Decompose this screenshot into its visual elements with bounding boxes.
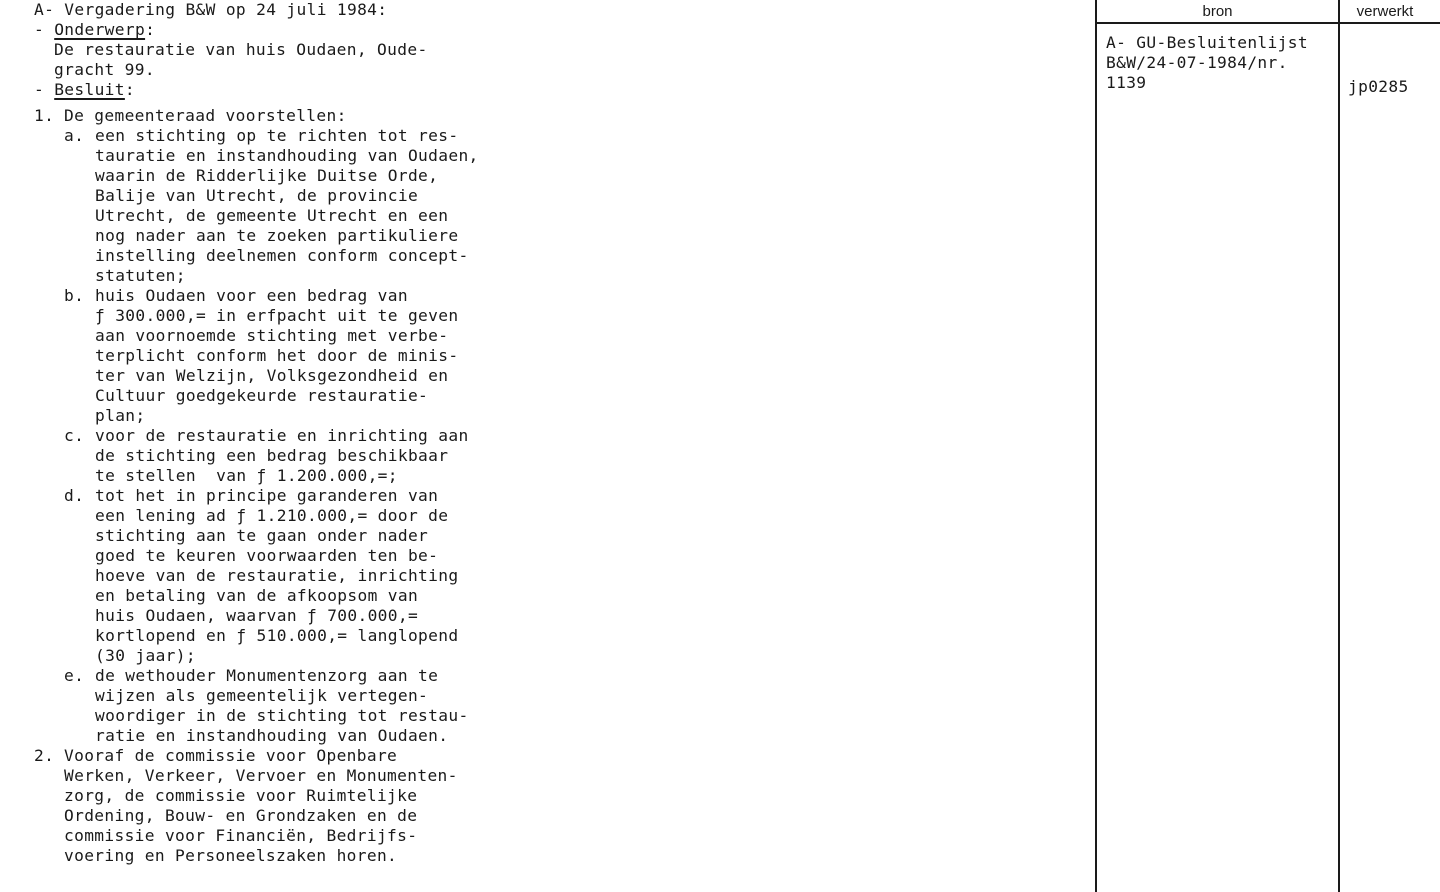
subitem-text-line: ratie en instandhouding van Oudaen.	[95, 726, 449, 745]
item-text-line: Werken, Verkeer, Vervoer en Monumenten-	[64, 766, 458, 785]
meeting-header	[34, 0, 387, 20]
subitem-text-line: Utrecht, de gemeente Utrecht en een	[95, 206, 449, 225]
subitem-text-line: de wethouder Monumentenzorg aan te	[95, 666, 439, 685]
subitem-text-line: ter van Welzijn, Volksgezondheid en	[95, 366, 449, 385]
item-text-line: Vooraf de commissie voor Openbare	[64, 746, 398, 765]
header-prefix: A-	[34, 0, 65, 19]
subitem-text-line: aan voornoemde stichting met verbe-	[95, 326, 449, 345]
subitem-letter: e.	[64, 666, 85, 685]
subitem-text-line: nog nader aan te zoeken partikuliere	[95, 226, 459, 245]
subitem-text-line: voor de restauratie en inrichting aan	[95, 426, 469, 445]
onderwerp-heading	[34, 20, 155, 40]
bron-line: B&W/24-07-1984/nr.	[1106, 53, 1288, 72]
subitem-letter: a.	[64, 126, 85, 145]
bullet: -	[34, 80, 55, 99]
subitem-text-line: de stichting een bedrag beschikbaar	[95, 446, 449, 465]
subitem-text-line: waarin de Ridderlijke Duitse Orde,	[95, 166, 439, 185]
onderwerp-text-line: De restauratie van huis Oudaen, Oude-	[54, 40, 428, 59]
subitem-text-line: hoeve van de restauratie, inrichting	[95, 566, 459, 585]
subitem-text-line: goed te keuren voorwaarden ten be-	[95, 546, 439, 565]
subitem-text-line: terplicht conform het door de minis-	[95, 346, 459, 365]
subitem-text-line: woordiger in de stichting tot restau-	[95, 706, 469, 725]
onderwerp-colon: :	[145, 20, 156, 39]
subitem-text-line: plan;	[95, 406, 146, 425]
item-text-line: commissie voor Financiën, Bedrijfs-	[64, 826, 418, 845]
bullet: -	[34, 20, 55, 39]
subitem-text-line: tauratie en instandhouding van Oudaen,	[95, 146, 479, 165]
item-text-line: voering en Personeelszaken horen.	[64, 846, 398, 865]
item-text-line: zorg, de commissie voor Ruimtelijke	[64, 786, 418, 805]
subitem-text-line: statuten;	[95, 266, 186, 285]
item-text-line: Ordening, Bouw- en Grondzaken en de	[64, 806, 418, 825]
subitem-text-line: huis Oudaen, waarvan ƒ 700.000,=	[95, 606, 419, 625]
subitem-text-line: Balije van Utrecht, de provincie	[95, 186, 419, 205]
subitem-letter: c.	[64, 426, 85, 445]
item-number: 2.	[34, 746, 55, 765]
subitem-text-line: een stichting op te richten tot res-	[95, 126, 459, 145]
item-number: 1.	[34, 106, 55, 125]
subitem-text-line: stichting aan te gaan onder nader	[95, 526, 429, 545]
subitem-text-line: huis Oudaen voor een bedrag van	[95, 286, 408, 305]
subitem-text-line: instelling deelnemen conform concept-	[95, 246, 469, 265]
subitem-text-line: tot het in principe garanderen van	[95, 486, 439, 505]
verwerkt-cell: jp0285	[1348, 77, 1409, 96]
table-header-rule	[1095, 22, 1440, 24]
bron-line: 1139	[1106, 73, 1147, 92]
subitem-letter: b.	[64, 286, 85, 305]
onderwerp-label: Onderwerp	[54, 20, 146, 39]
subitem-text-line: te stellen van ƒ 1.200.000,=;	[95, 466, 398, 485]
subitem-text-line: wijzen als gemeentelijk vertegen-	[95, 686, 429, 705]
subitem-text-line: Cultuur goedgekeurde restauratie-	[95, 386, 429, 405]
subitem-text-line: ƒ 300.000,= in erfpacht uit te geven	[95, 306, 459, 325]
table-border-middle	[1338, 0, 1340, 892]
subitem-text-line: en betaling van de afkoopsom van	[95, 586, 419, 605]
column-header-verwerkt: verwerkt	[1356, 3, 1414, 20]
subitem-text-line: (30 jaar);	[95, 646, 196, 665]
onderwerp-text-line: gracht 99.	[54, 60, 155, 79]
subitem-text-line: kortlopend en ƒ 510.000,= langlopend	[95, 626, 459, 645]
besluit-label: Besluit	[54, 80, 125, 99]
bron-line: A- GU-Besluitenlijst	[1106, 33, 1308, 52]
subitem-letter: d.	[64, 486, 85, 505]
item-text-line: De gemeenteraad voorstellen:	[64, 106, 347, 125]
besluit-heading	[34, 80, 135, 100]
table-border-left	[1095, 0, 1097, 892]
besluit-colon: :	[124, 80, 135, 99]
header-text: Vergadering B&W op 24 juli 1984:	[64, 0, 388, 19]
subitem-text-line: een lening ad ƒ 1.210.000,= door de	[95, 506, 449, 525]
column-header-bron: bron	[1202, 3, 1233, 20]
